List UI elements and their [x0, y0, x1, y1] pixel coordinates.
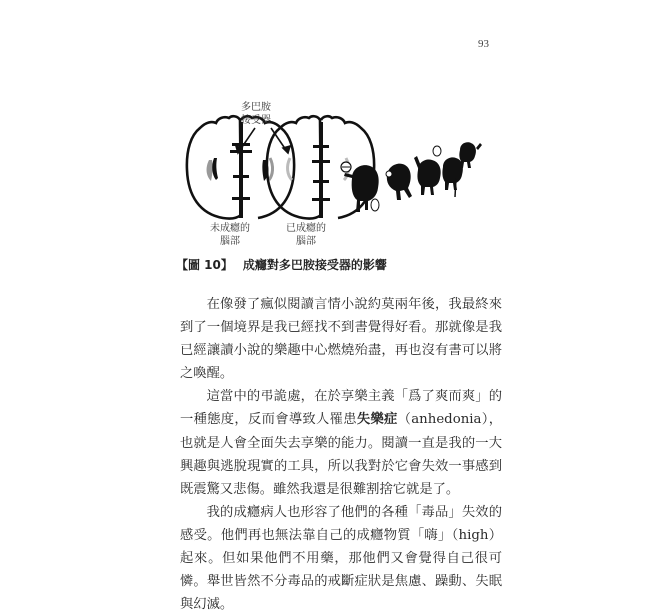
- paragraph: [180, 385, 502, 500]
- figure-caption: [176, 256, 387, 273]
- left-brain-label-line1: 未成癮的: [210, 223, 250, 234]
- brain-comparison-illustration: [0, 0, 655, 260]
- figure-caption-number: 【圖 10】: [176, 258, 233, 272]
- body-text: [180, 293, 502, 616]
- paragraph-text: （anhedonia），也就是人會全面失去享樂的能力。閱讀一直是我的一大興趣與逃脫現實的工具，所以我對於它會失效一事感到既震驚又悲傷。雖然我還是很難割捨它就是了。: [180, 412, 502, 497]
- right-brain-label-line2: 腦部: [296, 236, 316, 247]
- receptor-label-line2: 接受器: [241, 115, 271, 126]
- receptor-pointer-arrows: [236, 128, 290, 153]
- brain-right-midline: [312, 122, 330, 218]
- page-number: 93: [478, 38, 489, 50]
- paragraph-text: 這當中的弔詭處，在於享樂主義「爲了爽而爽」的一種態度，反而會導致人罹患: [180, 389, 502, 428]
- figure-caption-text: 成癮對多巴胺接受器的影響: [242, 258, 387, 272]
- term-anhedonia: 失樂症: [356, 412, 398, 428]
- receptor-label: [226, 101, 286, 127]
- left-brain-label: [200, 222, 260, 248]
- right-brain-label: [276, 222, 336, 248]
- cartoon-creature-icon: [341, 162, 379, 212]
- receptor-label-line1: 多巴胺: [241, 102, 271, 113]
- paragraph: 在像發了瘋似閱讀言情小說約莫兩年後，我最終來到了一個境界是我已經找不到書覺得好看。那就像是我已經讓讀小說的樂趣中心燃燒殆盡，再也沒有書可以將之喚醒。: [180, 297, 502, 382]
- right-brain-label-line1: 已成癮的: [286, 223, 326, 234]
- paragraph: 我的成癮病人也形容了他們的各種「毒品」失效的感受。他們再也無法靠自己的成癮物質「嗨」（high）起來。但如果他們不用藥，那他們又會覺得自己很可憐。舉世皆然不分毒品的戒斷症狀是焦慮、躁動、失眠與幻滅。: [180, 504, 502, 613]
- cartoon-creature-icon: [386, 164, 412, 200]
- cartoon-creature-icon: [414, 156, 441, 195]
- cartoon-creature-icon: [459, 142, 482, 168]
- left-brain-label-line2: 腦部: [220, 236, 240, 247]
- figure-dopamine-receptors: [0, 0, 655, 260]
